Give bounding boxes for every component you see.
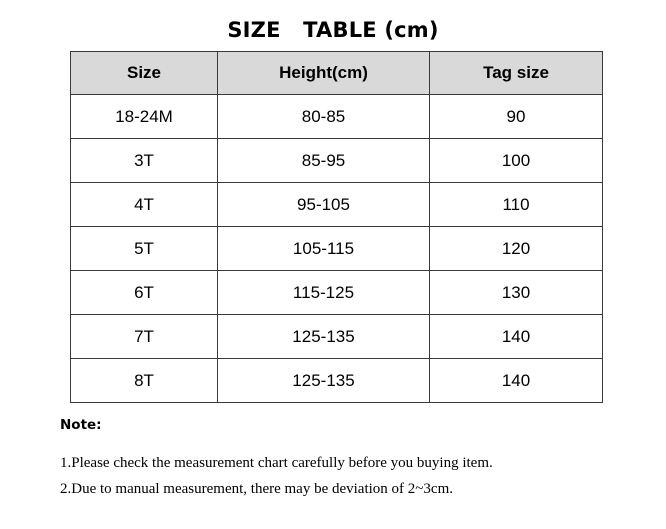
size-table: [70, 51, 603, 403]
height-cell: 85-95: [218, 139, 430, 183]
table-row: [71, 315, 603, 359]
table-row: [71, 271, 603, 315]
size-cell: 8T: [71, 359, 218, 403]
size-cell: 3T: [71, 139, 218, 183]
tag-size-cell: 130: [430, 271, 603, 315]
tag-size-cell: 140: [430, 315, 603, 359]
tag-size-cell: 120: [430, 227, 603, 271]
size-cell: 5T: [71, 227, 218, 271]
size-cell: 7T: [71, 315, 218, 359]
tag-size-cell: 140: [430, 359, 603, 403]
height-cell: 105-115: [218, 227, 430, 271]
size-cell: 4T: [71, 183, 218, 227]
note-line-1: 1.Please check the measurement chart carefully before you buying item.: [60, 455, 493, 471]
column-header-tag-size: Tag size: [430, 52, 603, 95]
table-row: [71, 139, 603, 183]
tag-size-cell: 100: [430, 139, 603, 183]
table-row: [71, 359, 603, 403]
tag-size-cell: 90: [430, 95, 603, 139]
size-cell: 6T: [71, 271, 218, 315]
column-header-size: Size: [71, 52, 218, 95]
height-cell: 95-105: [218, 183, 430, 227]
height-cell: 80-85: [218, 95, 430, 139]
tag-size-cell: 110: [430, 183, 603, 227]
table-row: [71, 183, 603, 227]
height-cell: 125-135: [218, 359, 430, 403]
note-label: Note:: [60, 417, 102, 433]
column-header-height: Height(cm): [218, 52, 430, 95]
table-row: [71, 227, 603, 271]
table-header-row: [71, 52, 603, 95]
height-cell: 125-135: [218, 315, 430, 359]
note-line-2: 2.Due to manual measurement, there may be deviation of 2~3cm.: [60, 481, 453, 497]
size-cell: 18-24M: [71, 95, 218, 139]
height-cell: 115-125: [218, 271, 430, 315]
table-row: [71, 95, 603, 139]
page-title: SIZE TABLE (cm): [227, 18, 439, 42]
